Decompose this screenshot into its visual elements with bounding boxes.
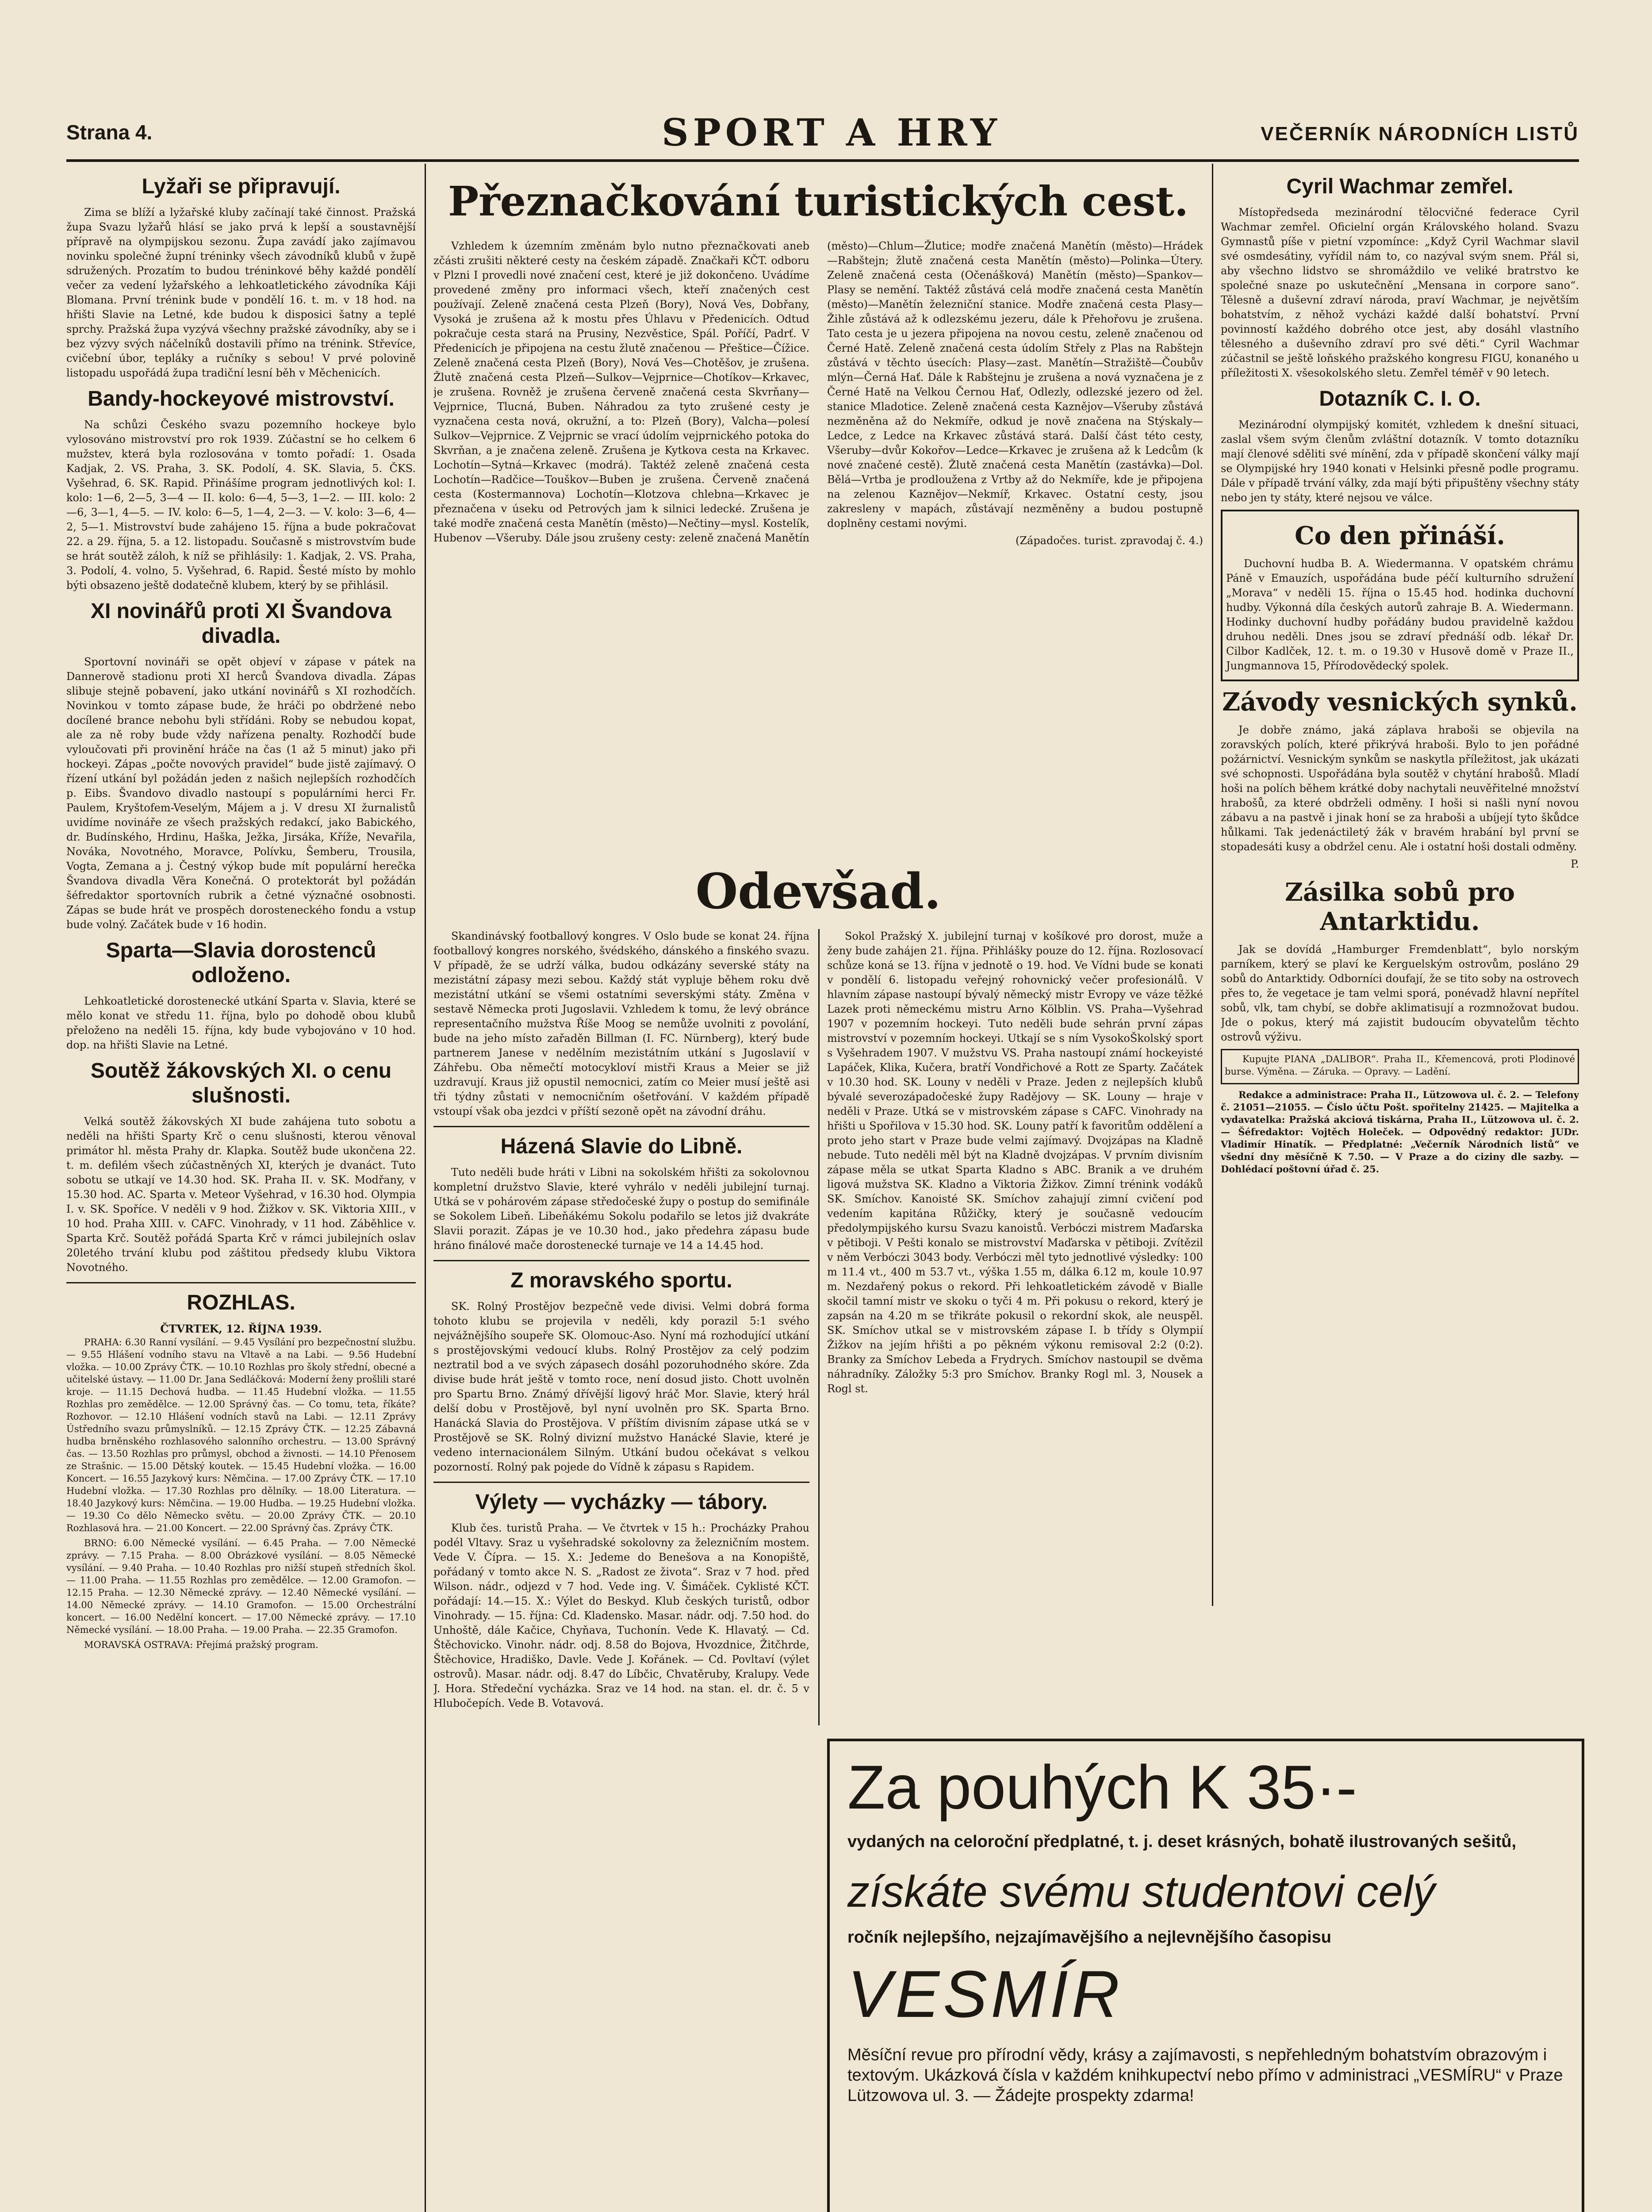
article-body: SK. Rolný Prostějov bezpečně vede divisi. Velmi dobrá forma tohoto klubu se projevila v neděli, kdy porazil 5:1 svého nejvážnějšího soupeře SK. Olomouc-Aso. Nyní má rozhodující utkání s prostějovskými vedoucí klubs. Rolný Prostějov za celý podzim neztratil bod a ve svých zápasech dosáhl pozoruhodného skóre. Zda divise bude hrát ještě v tomto roce, není dosud jisto. Chott uvolněn pro Spartu Brno. Známý dřívější ligový hráč Mor. Slavie, který hrál delší dobu v Prostějově, byl nyní uvolněn pro SK. Sparta Brno. Hanácká Slavia do Prostějova. V příštím divisním zápase utká se v Prostějově se SK. Rolný divizní mužstvo Hanácké Slavie, které je vedeno internacionálem Silným. Utkání budou očekávat s velkou pozorností. Rolný pak pojede do Vídně k zápasu s Rapidem. <box>433 1300 809 1473</box>
article-body: Místopředseda mezinárodní tělocvičné federace Cyril Wachmar zemřel. Oficielní orgán Královského holand. Svazu Gymnastů píše v pietní vzpomínce: „Když Cyril Wachmar slavil své osmdesátiny, vyřídil nám to, co nazýval svým snem. Přál si, aby všechno lidstvo se shromáždilo ve veliké bratrstvo ke společné snaze po uskutečnění „Mensana in corpore sano“. Tělesně a duševní zdraví národa, praví Wachmar, je největším bohatstvím, z něhož vycházi každé další bohatství. První povinností každého dobrého otce jest, aby dosáhl vlastního tělesného a duševního zdraví pro své děti.“ Cyril Wachmar zúčastnil se ještě loňského pražského kongresu FIGU, konaného u příležitosti X. všesokolského sletu. Zemřel téměř v 90 letech. <box>1221 206 1579 379</box>
radio-date: ČTVRTEK, 12. ŘÍJNA 1939. <box>160 1322 322 1335</box>
divider <box>433 1126 809 1127</box>
imprint: Redakce a administrace: Praha II., Lützowova ul. č. 2. — Telefony č. 21051—21055. — Číslo účtu Pošt. spořitelny 21425. — Majitelka a vydavatelka: Pražská akciová tiskárna, Praha II., Lützowova ul. č. 2. — Šéfredaktor: Vojtěch Holeček. — Odpovědný redaktor: JUDr. Vladimír Hinatík. — Předplatné: „Večerník Národních listů“ ve všední dny měsíčně K 7.50. — V Praze a do ciziny dle sazby. — Dohlédací poštovní úřad č. 25. <box>1221 1089 1579 1175</box>
column-divider <box>1212 164 1213 1606</box>
divider <box>66 1282 416 1283</box>
section-headline: Odevšad. <box>695 863 941 920</box>
article-body: Klub čes. turistů Praha. — Ve čtvrtek v 15 h.: Procházky Prahou podél Vltavy. Sraz u vyšehradské sokolovny za železničním mostem. Vede V. Čípra. — 15. X.: Jedeme do Benešova a na Konopiště, pořádaný v tomto akce N. S. „Radost ze života“. Sraz v 7 hod. před Wilson. nádr., odjezd v 7 hod. Vede ing. V. Šimáček. Cyklisté KČT. pořádají: 14.—15. X.: Výlet do Beskyd. Klub českých turistů, odbor Vinohrady. — 15. října: Cd. Kladensko. Masar. nádr. odj. 7.50 hod. do Unhoště, dále Kačice, Chyňava, Tuchonín. Vede K. Hlavatý. — Cd. Štěchovicko. Vinohr. nádr. odj. 8.58 do Bojova, Hvozdnice, Žitčhrde, Štěchovice, Hradiško, Davle. Vede J. Kořánek. — Cd. Povltaví (výlet ostrovů). Masar. nádr. odj. 8.47 do Líbčic, Chvatěruby, Kralupy. Vede J. Hora. Středeční vycházka. Sraz ve 14 hod. na stan. el. dr. č. 5 v Hlubočepích. Vede B. Votavová. <box>433 1522 809 1709</box>
article-body: Sokol Pražský X. jubilejní turnaj v košíkové pro dorost, muže a ženy bude zahájen 21. října. Přihlášky pouze do 12. října. Rozlosovací schůze koná se 13. října v jednotě o 19. hod. Ve Vídni bude se konati v pondělí 6. listopadu veřejný rohovnický večer profesionálů. V hlavním zápase nastoupí bývalý německý mistr Evropy ve váze těžké Lazek proti německému mistru Arno Kölblin. VS. Praha—Vyšehrad 1907 v pozemním hockeyi. Tuto neděli bude sehrán první zápas mistrovství v pozemním hockeyi. Utkají se s ním VysokoŠkolský sport s Vyšehradem 1907. V mužstvu VS. Praha nastoupí známí hockeyisté Lapáček, Klika, Kučera, bratří Vondřichové a Rott ze Sparty. Začátek v 10.30 hod. SK. Louny v neděli v Praze. Jeden z nejlepších klubů bývalé severozápadočeské župy Radějovy — SK. Louny — hraje v neděli v Praze. Utká se v mistrovském zápase s CAFC. Vinohrady na hřišti u Spořilova v 15.30 hod. SK. Louny patří k favoritům oddělení a proto jeho start v Praze bude velmi zajímavý. Dvojzápas na Kladně nebude. Tuto neděli měl být na Kladně dvojzápas. V prvním divisním zápase měla se utkat Sparta Kladno s ABC. Branik a ve druhém ligová mužstva SK. Kladno a Viktoria Žižkov. Zimní trénink vodáků SK. Smíchov. Kanoisté SK. Smíchov zahajují zimní cvičení pod vedením kapitána Růžičky, který je současně vedoucím předolympijského kursu Svazu kanoistů. Verbóczi mistrem Maďarska v pětiboji. V Pešti konalo se mistrovství Maďarska v pětiboji. Zvítězil v něm Verbóczi 3043 body. Verbóczi měl tyto jednotlivé výsledky: 100 m 11.4 vt., 400 m 53.7 vt., výška 1.55 m, dálka 6.12 m, koule 10.97 m. Nezdařený pokus o rekord. Při lehkoatletickém závodě v Bialle skočil tamní mistr ve skoku o tyči 4 m. Při pokusu o rekord, který je zapsán na 4.20 m se třikráte pokusil o rekordní skok, ale neuspěl. SK. Smíchov utkal se v mistrovském zápase I. b třídy s Olympií Žižkov na jejím hřišti a po pěkném výkonu remisoval 2:2 (0:2). Branky za Smíchov Lebeda a Frydrych. Smíchov nastoupil se dvěma náhradníky. Záložky 5:3 pro Smíchov. Branky Rogl ml. 3, Nousek a Rogl st. <box>827 930 1203 1395</box>
odevsad-left <box>433 929 809 2212</box>
article-body: Jak se dovídá „Hamburger Fremdenblatt“, bylo norským parníkem, který se plaví ke Kerguelským ostrovům, posláno 29 sobů do Antarktidy. Odborníci doufají, že se tito soby na ostrovech přes to, že vegetace je tam velmi sporá, ponévadž hlavní nepřítel sobů, vlk, tam chybí, se dobře aklimatisují a rozmnožovat budou. Jde o pokus, který má zajistit budoucím obyvatelům těchto ostrovů výživu. <box>1221 943 1579 1043</box>
section-title: SPORT A HRY <box>661 111 1002 154</box>
article-title: Soutěž žákovských XI. o cenu slušnosti. <box>90 1059 392 1107</box>
ad-text: Kupujte PIANA „DALIBOR“. Praha II., Křemencová, proti Plodinové burse. Výměna. — Záruka. — Opravy. — Ladění. <box>1225 1054 1575 1077</box>
article-body: Lehkoatletické dorostenecké utkání Sparta v. Slavia, které se mělo konat ve středu 11. října, bylo po dohodě obou klubů přeloženo na neděli 15. října, kdy bude vybojováno v 10 hod. dop. na hřišti Slavie na Letné. <box>66 995 416 1051</box>
column-divider <box>818 929 820 1725</box>
vesmir-advertisement <box>827 1739 1584 2212</box>
article-title: Zásilka sobů pro Antarktidu. <box>1284 878 1515 936</box>
article-title: Co den přináší. <box>1295 521 1505 550</box>
column-divider <box>425 164 426 2212</box>
article-title: Lyžaři se připravují. <box>142 175 341 198</box>
article-title: Dotazník C. I. O. <box>1319 387 1481 411</box>
article-title: Házená Slavie do Libně. <box>500 1135 743 1158</box>
article-body: Na schůzi Českého svazu pozemního hockeye bylo vylosováno mistrovství pro rok 1939. Zúčastní se ho celkem 6 mužstev, která byla rozlosována v tomto pořadí: 1. Osada Kadjak, 2. VS. Praha, 3. SK. Podolí, 4. SK. Slavia, 5. ČKS. Vyšehrad, 6. SK. Rapid. Přinášíme program jednotlivých kol: I. kolo: 1—6, 2—5, 3—4 — II. kolo: 6—4, 5—3, 1—2. — III. kolo: 2—6, 3—1, 4—5. — IV. kolo: 6—5, 1—4, 2—3. — V. kolo: 3—6, 4—2, 5—1. Mistrovství bude zahájeno 15. října a bude pokračovat 22. a 29. října, 5. a 12. listopadu. Současně s mistrovstvím bude se hrát soutěž záloh, k níž se přihlásily: 1. Kadjak, 2. VS. Praha, 3. Podolí, 4. volno, 5. Vyšehrad, 6. Rapid. Šesté místo by mohlo býti obsazeno ještě dodatečně klubem, který by se přihlásil. <box>66 419 416 591</box>
article-title: Z moravského sportu. <box>510 1269 732 1292</box>
column-3 <box>1221 168 1579 1610</box>
main-article <box>433 239 1203 849</box>
ad-text: vydaných na celoroční předplatné, t. j. deset krásných, bohatě ilustrovaných sešitů, <box>847 1832 1517 1851</box>
article-source: (Západočes. turist. zpravodaj č. 4.) <box>1015 534 1203 547</box>
paper-name: VEČERNÍK NÁRODNÍCH LISTŮ <box>1261 123 1579 145</box>
piano-ad <box>1221 1049 1579 1084</box>
article-sign: P. <box>1571 858 1579 870</box>
article-title: Výlety — vycházky — tábory. <box>475 1490 768 1514</box>
radio-program: PRAHA: 6.30 Ranní vysílání. — 9.45 Vysílání pro bezpečnostní službu. — 9.55 Hlášení vodního stavu na Vltavě a na Labi. — 9.56 Hudební vložka. — 10.00 Zprávy ČTK. — 10.10 Rozhlas pro školy střední, obecné a učitelské ústavy. — 11.00 Dr. Jana Sedláčková: Moderní ženy prošlili staré kroje. — 11.15 Dechová hudba. — 11.45 Hudební vložka. — 11.55 Rozhlas pro zemědělce. — 12.00 Správný čas. — Co tomu, teta, říkáte? Rozhovor. — 12.10 Hlášení vodních stavů na Labi. — 12.11 Zprávy Ústředního svazu průmyslníků. — 12.15 Zprávy ČTK. — 12.25 Zábavná hudba brněnského rozhlasového salonního orchestru. — 13.00 Správný čas. — 13.50 Rozhlas pro průmysl, obchod a živnosti. — 14.10 Přenosem ze Strašnic. — 15.00 Dětský koutek. — 15.45 Hudební vložka. — 16.00 Koncert. — 16.55 Jazykový kurs: Němčina. — 17.00 Zprávy ČTK. — 17.10 Hudební vložka. — 17.30 Rozhlas pro dělníky. — 18.00 Literatura. — 18.40 Jazykový kurs: Němčina. — 19.00 Hudba. — 19.25 Hudební vložka. — 19.30 Co dělo Německo světu. — 20.00 Zprávy ČTK. — 20.10 Rozhlasová hra. — 21.00 Koncert. — 22.00 Správný čas. Zprávy ČTK. <box>66 1337 416 1533</box>
box <box>1221 510 1579 681</box>
article-body: Mezinárodní olympijský komitét, vzhledem k dnešní situaci, zaslal všem svým členům zvláštní dotazník. V tomto dotazníku mají členové sděliti své mínění, zda v případě skončení války mají se Olympijské hry 1940 konati v Helsinki přesně podle programu. Dále v případě trvání války, zda mají býti připuštěny všechny státy nebo jen ty státy, které nejsou ve válce. <box>1221 419 1579 504</box>
page-label: Strana 4. <box>66 121 153 144</box>
article-body: Velká soutěž žákovských XI bude zahájena tuto sobotu a neděli na hřišti Sparty Krč o cenu slušnosti, kterou věnoval primátor hl. města Prahy dr. Klapka. Soutěž bude ukončena 22. t. m. defilém všech zúčastněných XI, kterých je dvanáct. Tuto sobotu se utkají ve 14.30 hod. SK. Praha II. v. SK. Modřany, v 15.30 hod. AC. Sparta v. Meteor Vyšehrad, v 16.30 hod. Olympia I. v. SK. Spoříce. V neděli v 9 hod. Žižkov v. SK. Viktoria XIII., v 10 hod. Praha XIII. v. CAFC. Vinohrady, v 11 hod. Záběhlice v. Sparta Krč. Soutěž pořádá Sparta Krč v rámci jubilejních oslav 20letého trvání klubu pod záštitou předsedy klubu Viktora Novotného. <box>66 1115 416 1274</box>
ad-italic: získáte svému studentovi celý <box>847 1867 1435 1916</box>
vesmir-logo: VESMÍR <box>847 1957 1123 2031</box>
article-title: Bandy-hockeyové mistrovství. <box>88 387 395 411</box>
article-body: Tuto neděli bude hráti v Libni na sokolském hřišti za sokolovnou kompletní družstvo Slavie, které vyhrálo v neděli jubilejní turnaj. Utká se v pohárovém zápase středočeské župy o postup do semifinále se Sokolem Libeň. Libeňákému Sokolu podařilo se letos již dvakráte Slavii porazit. Zápas je ve 10.30 hod., jako předehra zápasu bude hráno finálové mače dorostenecké turnaje ve 14 a 14.45 hod. <box>433 1166 809 1252</box>
divider <box>433 1260 809 1261</box>
ad-text: Měsíční revue pro přírodní vědy, krásy a zajímavosti, s nepřehledným bohatstvím obrazovým i textovým. Ukázková čísla v každém knihkupectví nebo přímo v administraci „VESMÍRU“ v Praze Lützowova ul. 3. — Žádejte prospekty zdarma! <box>847 2046 1563 2105</box>
odevsad-right <box>827 929 1203 1717</box>
article-body: Duchovní hudba B. A. Wiedermanna. V opatském chrámu Páně v Emauzích, uspořádána bude péčí kulturního sdružení „Morava“ v neděli 15. října o 15.45 hod. hodinka duchovní hudby. Výkonná díla českých autorů zahraje B. A. Wiedermann. Hodinky duchovní hudby pořádány budou pravidelně každou druhou neděli. Dnes jsou se zdraví přednáší odb. lékař Dr. Cilbor Kadlček, 12. t. m. o 19.30 v Husově domě v Praze II., Jungmannova 15, Přírodovědecký spolek. <box>1226 557 1574 672</box>
article-title: Závody vesnických synků. <box>1222 687 1578 717</box>
ad-text: ročník nejlepšího, nejzajímavějšího a nejlevnějšího časopisu <box>847 1928 1331 1947</box>
ad-headline: Za pouhých K 35·- <box>847 1752 1357 1822</box>
column-1 <box>66 168 416 2212</box>
article-body: Vzhledem k územním změnám bylo nutno přeznačkovati aneb zčásti zrušiti některé cesty na českém západě. Značkaři KČT. odboru v Plzni I provedli nové značení cest, které je již dokončeno. Uvádíme provedené změny pro informaci všech, kteří značených cest používají. Zeleně značená cesta Plzeň (Bory), Nová Ves, Dobřany, Vysoká je zrušena až k mostu přes Úhlavu v Předenicích. Odtud pokračuje cesta stará na Prusiny, Nezvěstice, Spál. Poříčí, Padrť. V Předenicích je připojena na cestu žlutě značenou — Přeštice—Čížice. Zeleně značená cesta Plzeň (Bory), Nová Ves—Chotěšov, je zrušena. Žlutě značená cesta Plzeň—Sulkov—Vejprnice—Chotíkov—Krkavec, je zrušena. Rovněž je zrušena červeně značená cesta Skvrňany—Vejprnice, Tlucná, Buben. Náhradou za tyto zrušené cesty je vyznačena cesta nová, okružní, a to: Plzeň (Bory), Valcha—polesí Sulkov—Vejprnice. Z Vejprnic se vrací údolím vejprnického potoka do Skvrňan, a je značena zeleně. Zrušena je Kytkova cesta na Krkavec. Lochotín—Sytná—Krkavec (modrá). Taktéž zeleně značená cesta Lochotín—Radčice—Touškov—Buben je zrušena. Červeně značená cesta (Kostermannova) Lochotín—Klotzova chlebna—Krkavec je přeznačena v úseku od Petrových jam k silnici ledecké. Zrušena je také modře značená cesta Manětín (město)—Nečtiny—mysl. Kostelík, Hubenov —Všeruby. Dále jsou zrušeny cesty: zeleně značená Manětín (město)—Chlum—Žlutice; modře značená Manětín (město)—Hrádek—Rabštejn; žlutě značená cesta Manětín (město)—Polinka—Útery. Zeleně značená cesta (Očenášková) Manětín (město)—Spankov—Plasy se nemění. Taktéž zůstává celá modře značená cesta Manětín (město)—Manětín železniční stanice. Modře značená cesta Plasy—Žihle zůstává až k odlezskému jezeru, dále k Přehořovu je zrušena. Tato cesta je u jezera připojena na novou cestu, zeleně značenou od Černé Hatě. Zeleně značená cesta údolím Střely z Plas na Rabštejn zůstává v těchto úsecích: Plasy—zast. Manětín—Stražiště—Čoubův mlýn—Černá Hať. Dále k Rabštejnu je zrušena a nová vyznačena je z Černé Hatě na Velkou Černou Hať, Odlezly, odlezské jezero od žel. stanice Mladotice. Zeleně značená cesta Kaznějov—Všeruby zůstává nezměněna až do Nekmíře, odkud je nově značena na Stýskaly—Ledce, z Ledce na Krkavec zůstává stará. Další část této cesty, Všeruby—dvůr Kokořov—Ledce—Krkavec je zrušena až k Ledcům (k nové značené cestě). Žlutě značená cesta Manětín (zastávka)—Dol. Bělá—Vrtba je prodloužena z Vrtby až do Nekmíře, kde je připojena na zelenou Kaznějov—Nekmíř, Krkavec. Ostatní cesty, jsou zakresleny v mapách, zůstávají nezměněny a budou postupně doplněny cestami novými. <box>433 240 1203 544</box>
article-body: Zima se blíží a lyžařské kluby začínají také činnost. Pražská župa Svazu lyžařů hlásí se jako prvá k lepší a soustavnější přípravě na olympijskou sezonu. Župa zavádí jako zajímavou novinku společné župní tréninky všech závodníků klubů v župě sdružených. Prozatím to budou tréninkové běhy každé pondělí večer za vedení lyžařského a lehkoatletického závodníka Káji Blomana. První trénink bude v pondělí 16. t. m. v 18 hod. na hřišti Slavie na Letné, kde budou k disposici šatny a teplé sprchy. Pražská župa vyzývá všechny pražské závodníky, aby se i bez výzvy svých náčelníků dostavili přímo na trénink. Střevíce, cvičební úbor, tepláky a ručníky s sebou! V prvé polovině listopadu uspořádá župa tradiční lesní běh v Měchenicích. <box>66 206 416 379</box>
masthead <box>66 111 1579 162</box>
article-body: Skandinávský footballový kongres. V Oslo bude se konat 24. října footballový kongres norského, švédského, dánského a finského svazu. V případě, že se udrží válka, budou odkázány severské státy na mezistátní zápasy mezi sebou. Každý stát vypluje během roku dvě mezistátní utkání se všemi ostatními severskými státy. Změna v sestavě Německa proti Jugoslavii. Vzhledem k tomu, že levý obránce representačního mužstva Říše Moog se nemůže uvolniti z povolání, bude na jeho místo zařaděn Billman (I. FC. Nürnberg), který bude partnerem Janese v nedělním mezistátním utkání s Jugoslavií v Záhřebu. Oba němečtí motocykloví mistři Kraus a Meier se již uzdravují. Kraus již opustil nemocnici, zatím co Meier musí ještě asi tři týdny zůstati v nemocničním ošetřování. V každém případě vstoupí však oba jezdci v příští sezoně opět na závodní dráhu. <box>433 930 809 1118</box>
article-title: Cyril Wachmar zemřel. <box>1286 175 1514 198</box>
article-body: Sportovní novináři se opět objeví v zápase v pátek na Dannerově stadionu proti XI herců Švandova divadla. Zápas slibuje stejně pobavení, jako utkání novinářů s XI rozhodčích. Novinkou v tomto zápase bude, že hráči po obdržené nebo docílené brance nebohu byli střídáni. Roby se nebudou kopat, ale za ně roby bude vždy nařízena penalty. Rozhodčí bude vyloučovati při provinění hráče na čas (1 až 5 minut) jako při hockeyi. Zápas „počte novových pravidel“ bude jistě zajímavý. O řízení utkání byl požádán jeden z našich nejlepších rozhodčích p. Eibs. Švandovo divadlo nastoupí s populárními herci Fr. Paulem, Kryštofem-Veselým, Májem a j. V dresu XI žurnalistů uvidíme novináře ze všech pražských redakcí, jako Babického, dr. Budínského, Hrdinu, Haška, Ježka, Jirsáka, Kříže, Nevařila, Nováka, Novotného, Moravce, Polívku, Šemberu, Trousila, Vogta, Zemana a j. Čestný výkop bude mít populární herečka Švandova divadla Věra Konečná. O protektorát byl požádán šéfredaktor sportovních rubrik a četné význačné osobnosti. Zápas se bude hrát ve prospěch dorosteneckého fondu a vstup bude volný. Začátek bude v 16 hodin. <box>66 656 416 931</box>
main-headline: Přeznačkování turistických cest. <box>448 177 1189 225</box>
divider <box>433 1482 809 1483</box>
radio-program: MORAVSKÁ OSTRAVA: Přejímá pražský program. <box>84 1640 318 1650</box>
radio-program: BRNO: 6.00 Německé vysílání. — 6.45 Praha. — 7.00 Německé zprávy. — 7.15 Praha. — 8.00 Obrázkové vysílání. — 8.05 Německé vysílání. — 9.40 Praha. — 10.40 Rozhlas pro nižší stupeň středních škol. — 11.00 Praha. — 11.55 Rozhlas pro zemědělce. — 12.00 Gramofon. — 12.15 Praha. — 12.30 Německé zprávy. — 12.40 Německé vysílání. — 14.00 Německé zprávy. — 14.10 Gramofon. — 15.00 Orchestrální koncert. — 16.00 Nedělní koncert. — 17.00 Německé zprávy. — 17.10 Německé vysílání. — 18.00 Praha. — 19.00 Praha. — 22.35 Gramofon. <box>66 1538 416 1635</box>
newspaper-page <box>66 111 1579 2212</box>
radio-title: ROZHLAS. <box>187 1291 295 1314</box>
article-body: Je dobře známo, jaká záplava hraboši se objevila na zoravských polích, které přikrývá hraboši. Bylo to jen pořádné požárnictví. Vesnickým synkům se naskytla příležitost, jak ukázati své schopnosti. Uspořádána byla soutěž v chytání hrabošů. Mladí hoši na polích během krátké doby nachytali neuvěřitelné množství hrabošů, za které obdrželi odměny. I hoši si našli nyní novou zábavu a na pastvě i jinak honí se za hraboši a ubíjejí tyto škůdce hůlkami. Tak jedenáctiletý žák v bravém hrabání byl první se stopadesáti kusy a obdržel cenu. Ale i ostatní hoši dostali odměny. <box>1221 724 1579 853</box>
article-title: XI novinářů proti XI Švandova divadla. <box>90 599 392 648</box>
article-title: Sparta—Slavia dorostenců odloženo. <box>106 939 376 987</box>
